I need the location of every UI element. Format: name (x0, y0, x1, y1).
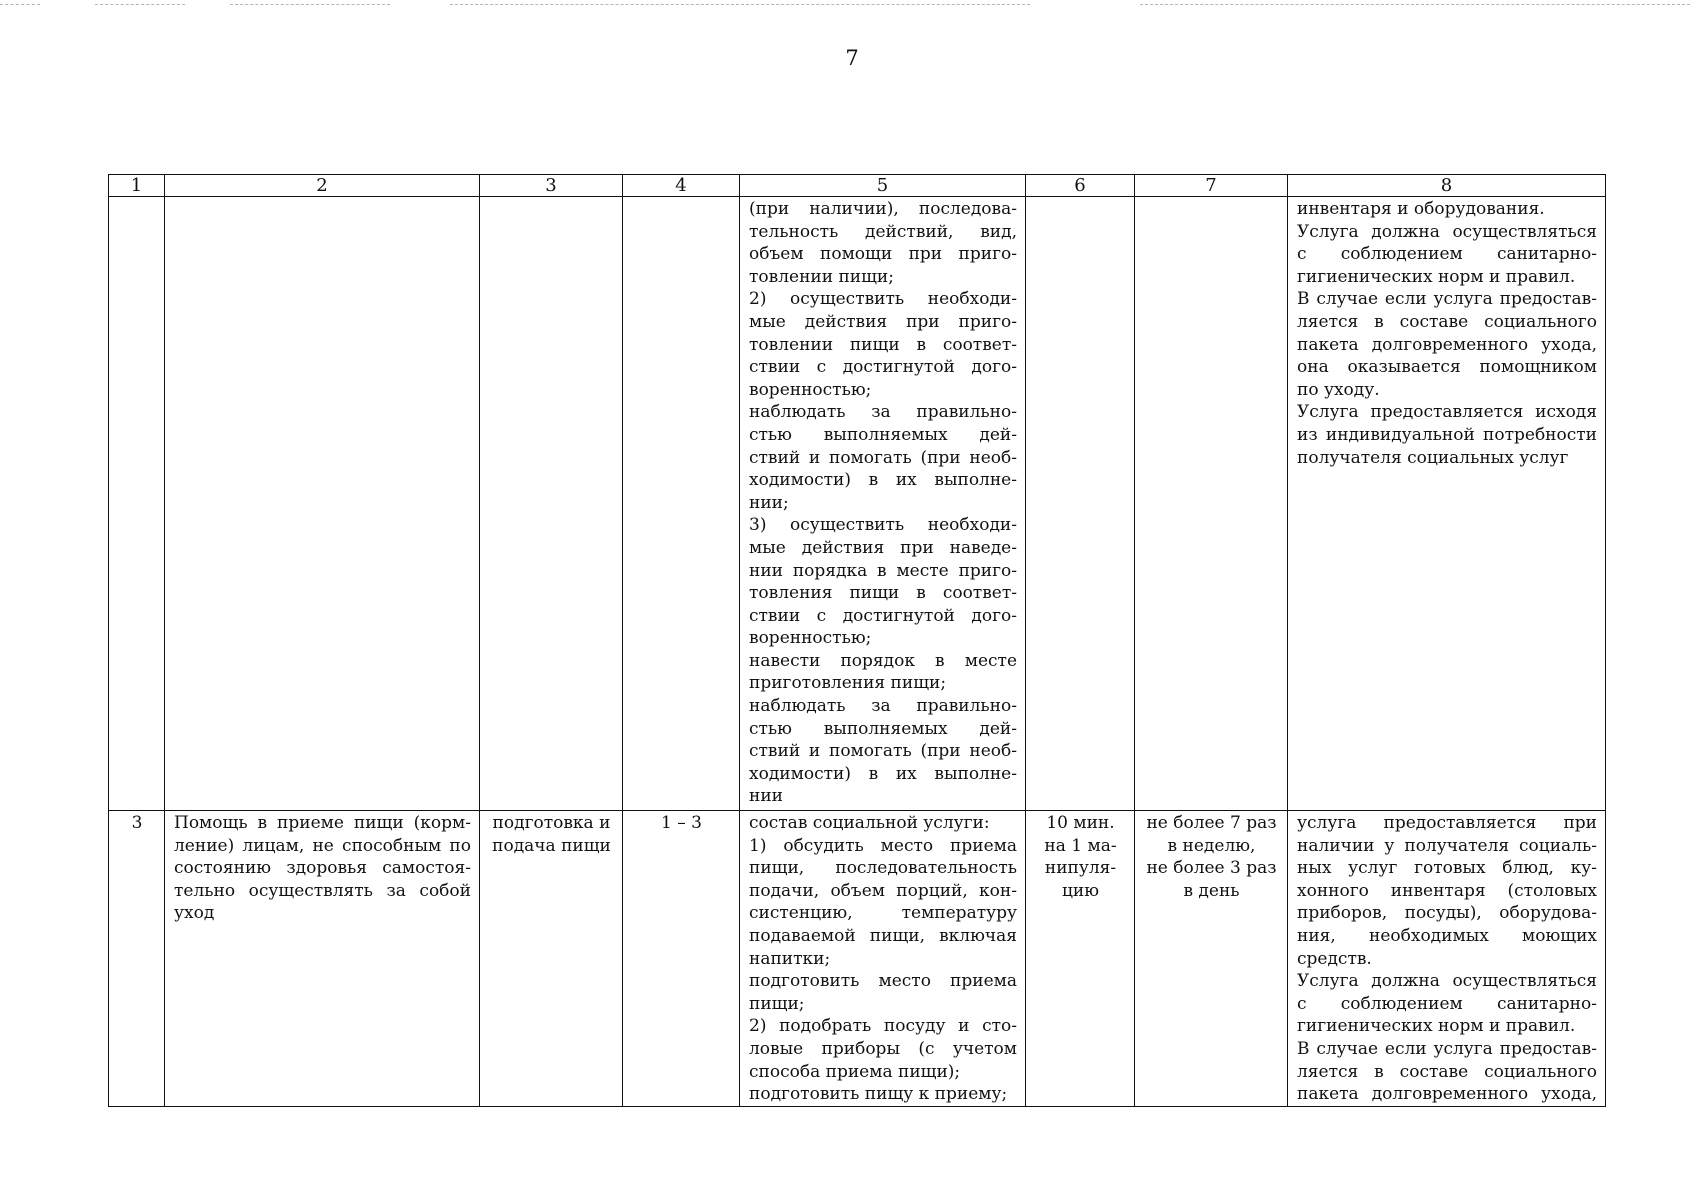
cell-time-norm (1026, 811, 1135, 1107)
text-line: услуга предоставляется при (1297, 813, 1597, 833)
text-line: нипуля- (1044, 858, 1117, 879)
text-line: товлении пищи в соответ- (749, 334, 1017, 355)
text-line: Услуга должна осуществляться (1297, 221, 1597, 242)
column-number-8: 8 (1288, 175, 1606, 197)
text-line: наличии у получателя социаль- (1297, 835, 1597, 856)
scan-artifact-line (1140, 4, 1690, 5)
text-line: подачи, объем порций, кон- (749, 880, 1017, 901)
cell-empty (1135, 197, 1288, 811)
text-line: тельность действий, вид, (749, 221, 1017, 242)
text-line: средств. (1297, 948, 1372, 969)
text-line: навести порядок в месте (749, 650, 1017, 671)
cell-frequency (1135, 811, 1288, 1107)
text-line: подготовка и (492, 813, 611, 833)
cell-empty (1026, 197, 1135, 811)
text-line: хонного инвентаря (столовых (1297, 880, 1597, 901)
text-line: подготовить место приема (749, 971, 1017, 992)
text-line: в день (1183, 880, 1240, 901)
scan-artifact-line (95, 4, 185, 5)
column-number-1: 1 (109, 175, 165, 197)
text-line: наблюдать за правильно- (749, 402, 1017, 423)
text-line: В случае если услуга предостав- (1297, 289, 1597, 310)
text-line: ния, необходимых моющих (1297, 925, 1597, 946)
text-line: подаваемой пищи, включая (749, 925, 1017, 946)
scan-artifact-line (450, 4, 1030, 5)
column-number-4: 4 (623, 175, 740, 197)
text-line: напитки; (749, 948, 831, 969)
text-line: мые действия при наведе- (749, 537, 1017, 558)
text-line: нии; (749, 492, 789, 513)
text-line: 1) обсудить место приема (749, 835, 1017, 856)
cell-conditions-continued (1288, 197, 1606, 811)
text-line: подача пищи (492, 835, 611, 856)
cell-service-content (480, 811, 623, 1107)
text-line: из индивидуальной потребности (1297, 424, 1597, 445)
page-number: 7 (845, 46, 859, 70)
column-number-7: 7 (1135, 175, 1288, 197)
text-line: пакета долговременного ухода, (1297, 334, 1597, 355)
text-line: стью выполняемых дей- (749, 424, 1017, 445)
text-line: объем помощи при приго- (749, 244, 1017, 265)
text-line: получателя социальных услуг (1297, 447, 1569, 468)
text-line: мые действия при приго- (749, 311, 1017, 332)
cell-conditions (1288, 811, 1606, 1107)
text-line: ствии с достигнутой дого- (749, 605, 1017, 626)
text-line: ных услуг готовых блюд, ку- (1297, 858, 1597, 879)
text-line: пакета долговременного ухода, (1297, 1084, 1597, 1105)
text-line: Услуга предоставляется исходя (1297, 402, 1597, 423)
text-line: тельно осуществлять за собой (174, 880, 471, 901)
column-number-6: 6 (1026, 175, 1135, 197)
text-line: пищи; (749, 993, 805, 1014)
text-line: состав социальной услуги: (749, 813, 990, 833)
text-line: стью выполняемых дей- (749, 718, 1017, 739)
text-line: в неделю, (1167, 835, 1256, 856)
text-line: ходимости) в их выполне- (749, 470, 1017, 491)
text-line: состоянию здоровья самостоя- (174, 858, 471, 879)
text-line: цию (1061, 880, 1100, 901)
table-header-row (109, 175, 1606, 197)
text-line: гигиенических норм и правил. (1297, 266, 1576, 287)
cell-empty (109, 197, 165, 811)
cell-empty (165, 197, 480, 811)
cell-empty (623, 197, 740, 811)
cell-range: 1 – 3 (623, 811, 740, 1107)
text-line: на 1 ма- (1044, 835, 1117, 856)
text-line: гигиенических норм и правил. (1297, 1016, 1576, 1037)
text-line: ствий и помогать (при необ- (749, 741, 1017, 762)
text-line: уход (174, 903, 215, 924)
text-line: ствии с достигнутой дого- (749, 357, 1017, 378)
cell-description (740, 811, 1026, 1107)
scan-artifact-line (230, 4, 390, 5)
text-line: пищи, последовательность (749, 858, 1017, 879)
text-line: воренностью; (749, 628, 872, 649)
text-line: 3) осуществить необходи- (749, 515, 1017, 536)
text-line: она оказывается помощником (1297, 357, 1597, 378)
text-line: ляется в составе социального (1297, 311, 1597, 332)
text-line: наблюдать за правильно- (749, 696, 1017, 717)
text-line: с соблюдением санитарно- (1297, 993, 1597, 1014)
text-line: по уходу. (1297, 379, 1380, 400)
cell-row-number: 3 (109, 811, 165, 1107)
scan-artifact-line (0, 4, 40, 5)
text-line: способа приема пищи); (749, 1061, 961, 1082)
text-line: 2) подобрать посуду и сто- (749, 1016, 1017, 1037)
text-line: приборов, посуды), оборудова- (1297, 903, 1597, 924)
text-line: 2) осуществить необходи- (749, 289, 1017, 310)
column-number-2: 2 (165, 175, 480, 197)
column-number-3: 3 (480, 175, 623, 197)
text-line: ловые приборы (с учетом (749, 1038, 1017, 1059)
text-line: (при наличии), последова- (749, 199, 1017, 219)
text-line: товлении пищи; (749, 266, 894, 287)
text-line: ходимости) в их выполне- (749, 763, 1017, 784)
text-line: инвентаря и оборудования. (1297, 199, 1545, 219)
table-row-service-3 (109, 811, 1606, 1107)
text-line: подготовить пищу к приему; (749, 1084, 1008, 1105)
text-line: ствий и помогать (при необ- (749, 447, 1017, 468)
text-line: 10 мин. (1046, 813, 1115, 833)
text-line: ляется в составе социального (1297, 1061, 1597, 1082)
text-line: Услуга должна осуществляться (1297, 971, 1597, 992)
text-line: не более 3 раз (1146, 858, 1277, 879)
text-line: с соблюдением санитарно- (1297, 244, 1597, 265)
text-line: В случае если услуга предостав- (1297, 1038, 1597, 1059)
table-row-continuation (109, 197, 1606, 811)
text-line: ление) лицам, не способным по (174, 835, 471, 856)
cell-empty (480, 197, 623, 811)
cell-service-name (165, 811, 480, 1107)
cell-description-continued (740, 197, 1026, 811)
column-number-5: 5 (740, 175, 1026, 197)
text-line: нии порядка в месте приго- (749, 560, 1017, 581)
text-line: нии (749, 786, 783, 807)
text-line: товления пищи в соответ- (749, 583, 1017, 604)
text-line: не более 7 раз (1146, 813, 1277, 833)
text-line: Помощь в приеме пищи (корм- (174, 813, 471, 833)
text-line: систенцию, температуру (749, 903, 1017, 924)
text-line: приготовления пищи; (749, 673, 947, 694)
services-table (108, 174, 1606, 1107)
text-line: воренностью; (749, 379, 872, 400)
